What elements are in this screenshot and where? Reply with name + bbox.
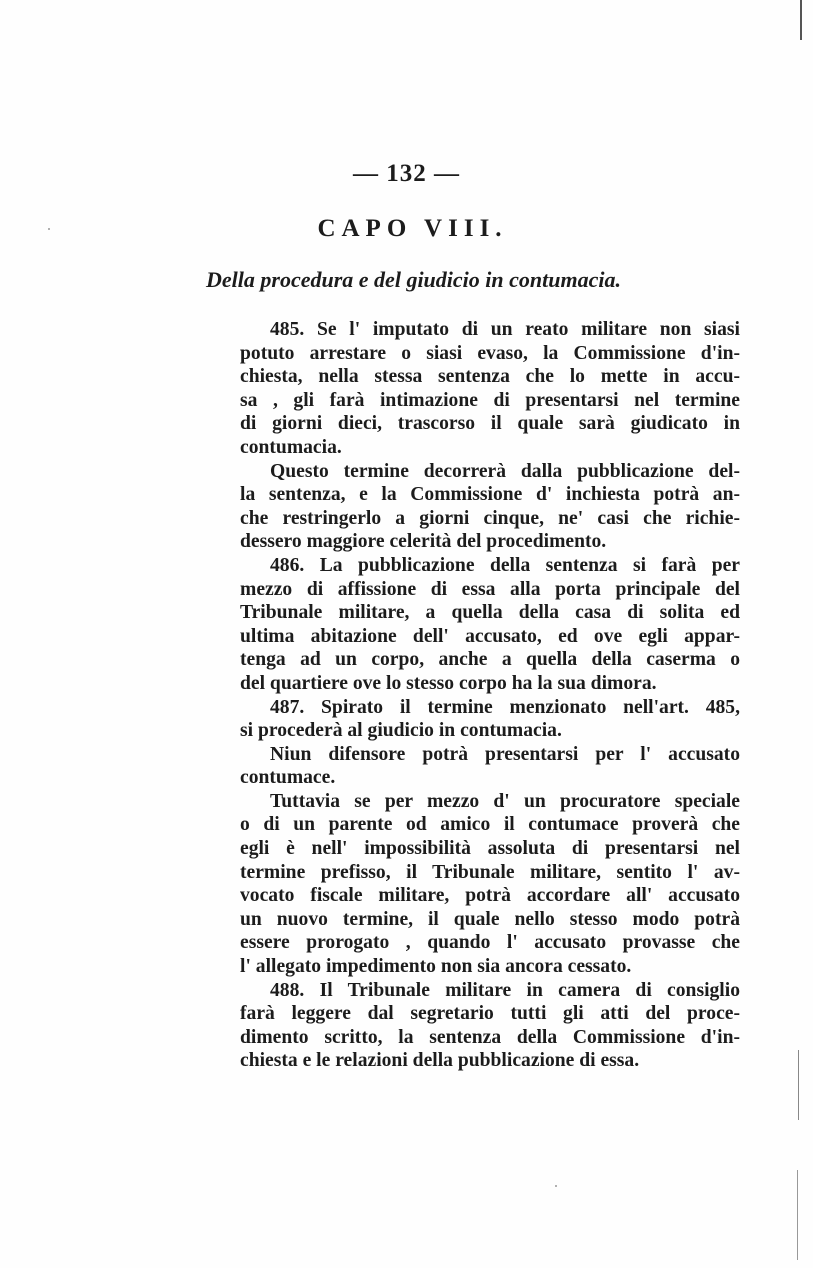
text-line: tenga ad un corpo, anche a quella della caserma o	[240, 649, 740, 671]
text-line: Tuttavia se per mezzo d' un procuratore speciale	[270, 790, 740, 812]
text-line: ultima abitazione dell' accusato, ed ove egli appar-	[240, 625, 740, 647]
text-line: Tribunale militare, a quella della casa di solita ed	[240, 602, 740, 624]
text-line: si procederà al giudicio in contumacia.	[240, 720, 562, 742]
text-line: chiesta e le relazioni della pubblicazione di essa.	[240, 1050, 640, 1072]
chapter-subtitle: Della procedura e del giudicio in contumacia.	[206, 267, 621, 292]
text-line: di giorni dieci, trascorso il quale sarà giudicato in	[240, 413, 740, 435]
text-line: essere prorogato , quando l' accusato provasse che	[240, 932, 740, 954]
text-line: farà leggere dal segretario tutti gli atti del proce-	[240, 1003, 740, 1025]
text-line: Questo termine decorrerà dalla pubblicazione del-	[270, 460, 740, 482]
text-line: o di un parente od amico il contumace proverà che	[240, 814, 740, 836]
chapter-title: CAPO VIII.	[317, 215, 508, 242]
text-line: contumace.	[240, 767, 336, 789]
body-text	[240, 318, 740, 1073]
text-line: termine prefisso, il Tribunale militare, sentito l' av-	[240, 861, 740, 883]
page-number: — 132 —	[353, 160, 460, 187]
text-line: che restringerlo a giorni cinque, ne' casi che richie-	[240, 507, 740, 529]
text-line: mezzo di affissione di essa alla porta principale del	[240, 578, 740, 600]
text-line: dimento scritto, la sentenza della Commissione d'in-	[240, 1026, 740, 1048]
text-line: del quartiere ove lo stesso corpo ha la sua dimora.	[240, 672, 657, 694]
text-line: sa , gli farà intimazione di presentarsi nel termine	[240, 389, 740, 411]
text-line: 488. Il Tribunale militare in camera di consiglio	[270, 979, 740, 1001]
page-edge-mark-top	[800, 0, 802, 40]
text-line: egli è nell' impossibilità assoluta di presentarsi nel	[240, 838, 740, 860]
text-line: dessero maggiore celerità del procedimento.	[240, 531, 607, 553]
text-line: contumacia.	[240, 436, 342, 458]
text-line: vocato fiscale militare, potrà accordare all' accusato	[240, 885, 740, 907]
text-line: potuto arrestare o siasi evaso, la Commissione d'in-	[240, 342, 740, 364]
text-line: chiesta, nella stessa sentenza che lo mette in accu-	[240, 366, 740, 388]
text-line: l' allegato impedimento non sia ancora cessato.	[240, 956, 632, 978]
text-line: un nuovo termine, il quale nello stesso modo potrà	[240, 908, 740, 930]
page-edge-mark-bottom	[797, 1170, 798, 1260]
page-edge-mark-middle	[798, 1050, 799, 1120]
speck	[555, 1185, 557, 1187]
text-line: la sentenza, e la Commissione d' inchiesta potrà an-	[240, 484, 740, 506]
text-line: 485. Se l' imputato di un reato militare non siasi	[270, 319, 740, 340]
text-line: 487. Spirato il termine menzionato nell'art. 485,	[270, 696, 740, 718]
text-line: 486. La pubblicazione della sentenza si farà per	[270, 554, 740, 576]
text-line: Niun difensore potrà presentarsi per l' accusato	[270, 743, 740, 765]
